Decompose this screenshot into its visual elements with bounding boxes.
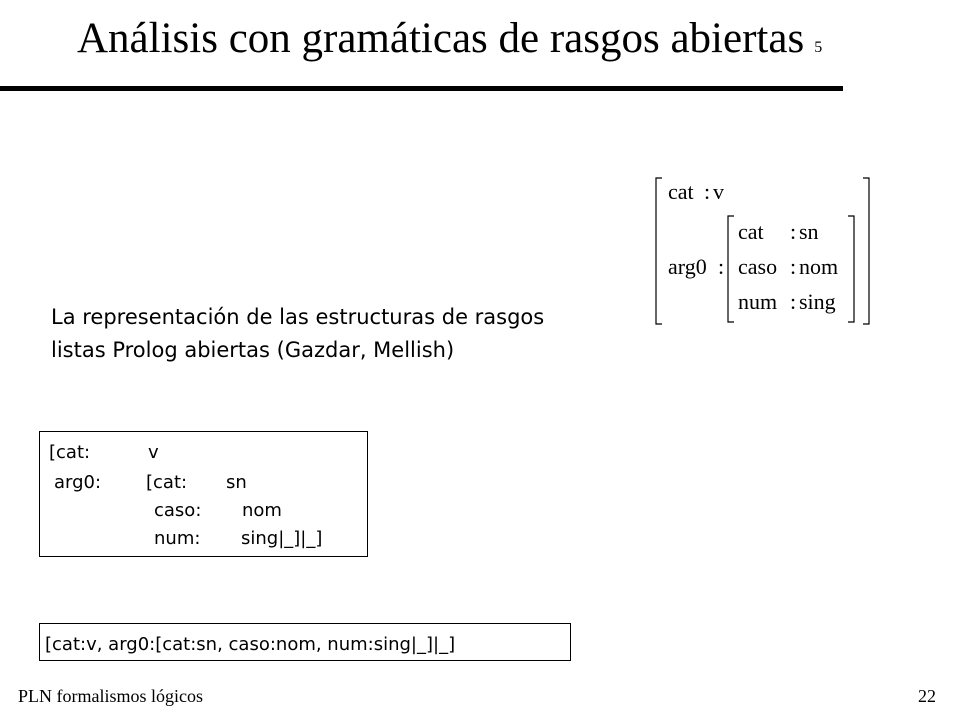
description [51, 301, 544, 367]
avm-inner-cat-attr: cat [738, 219, 764, 244]
footer-course-label: PLN formalismos lógicos [18, 686, 203, 706]
code-row3-value: nom [242, 500, 282, 521]
prolog-flat-list-box [39, 623, 571, 661]
code-row2-value: sn [226, 472, 247, 493]
avm-inner-cat-sep: : [790, 219, 797, 244]
title-rule [0, 86, 843, 91]
avm-inner-num-attr: num [738, 289, 778, 314]
slide-title [77, 14, 822, 63]
feature-structure-matrix [652, 176, 872, 326]
avm-arg0-sep: : [718, 254, 725, 279]
title-number: 5 [814, 39, 823, 56]
description-line-2: listas Prolog abiertas (Gazdar, Mellish) [51, 338, 455, 362]
title-text: Análisis con gramáticas de rasgos abiertas [77, 15, 805, 62]
avm-inner-cat-value: sn [799, 219, 819, 244]
avm-arg0-attr: arg0 [668, 254, 707, 279]
avm-cat-value: v [713, 179, 724, 204]
code-row1-value: v [148, 442, 159, 463]
inner-bracket-left [728, 216, 734, 322]
avm-inner-caso-attr: caso [738, 254, 778, 279]
description-line-1: La representación de las estructuras de rasgos [51, 305, 545, 329]
code-row1-key: [cat: [49, 442, 91, 463]
avm-inner-caso-sep: : [790, 254, 797, 279]
code-row3-key: caso: [154, 500, 202, 521]
avm-inner-caso-value: nom [799, 254, 839, 279]
prolog-structure-box [39, 431, 368, 557]
code-row4-key: num: [154, 528, 201, 549]
avm-cat-attr: cat [668, 179, 694, 204]
outer-bracket-left [656, 178, 662, 324]
code-row4-value: sing|_]|_] [241, 528, 323, 549]
code-row2-open: [cat: [146, 472, 188, 493]
footer-page-number: 22 [918, 686, 936, 706]
inner-bracket-right [848, 216, 854, 322]
avm-cat-sep: : [704, 179, 711, 204]
avm-inner-num-value: sing [799, 289, 836, 314]
flat-list-text: [cat:v, arg0:[cat:sn, caso:nom, num:sing|_]|_] [45, 634, 456, 655]
code-row2-key: arg0: [54, 472, 102, 493]
outer-bracket-right [863, 178, 869, 324]
avm-inner-num-sep: : [790, 289, 797, 314]
